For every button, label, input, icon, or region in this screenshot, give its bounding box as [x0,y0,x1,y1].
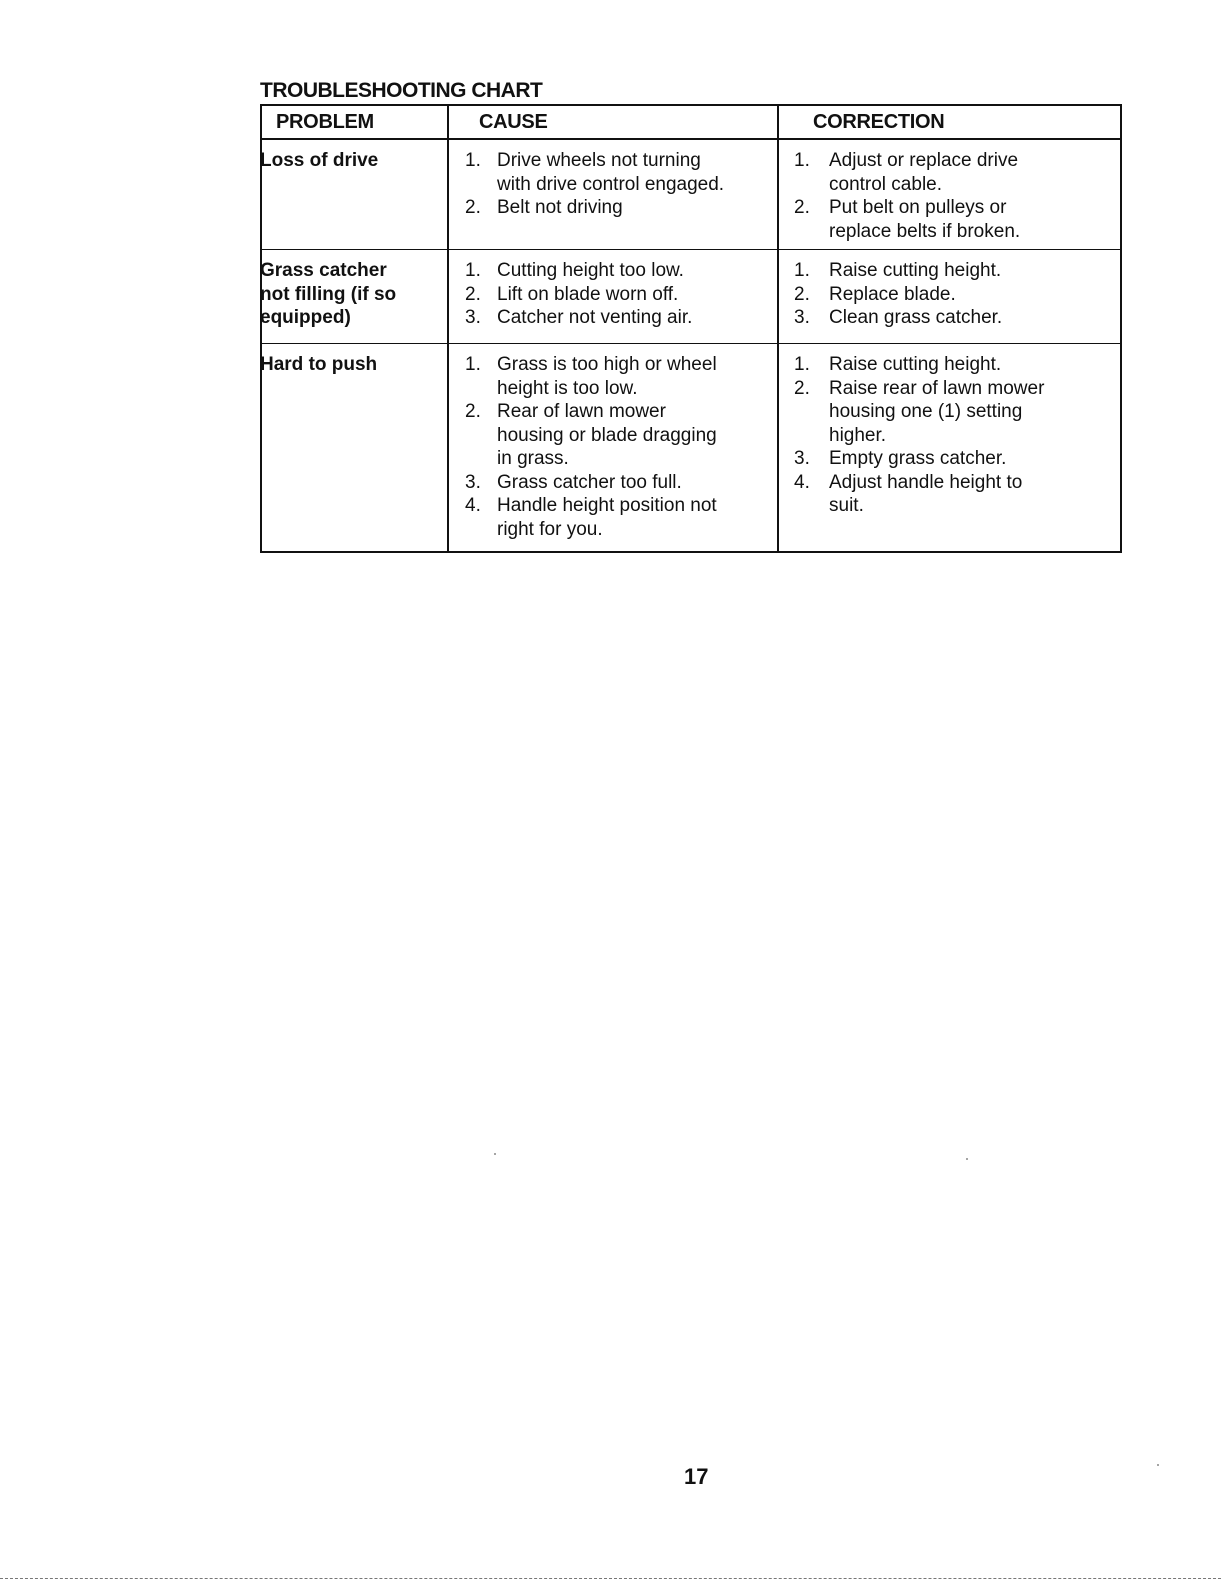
list-item [779,283,1120,307]
correction-list [779,259,1120,330]
item-text: Raise cutting height. [829,354,1002,375]
table-row [261,250,1121,344]
problem-text: Hard to push [260,354,378,375]
item-text: Grass catcher too full. [497,471,682,493]
cause-cell [448,250,778,344]
item-text: Adjust handle height to suit. [829,471,1023,516]
list-item [449,471,777,495]
item-text: Cutting height too low. [497,260,684,281]
item-number: 2. [794,283,810,305]
item-text: Grass is too high or wheel height is too low. [497,354,717,399]
item-number: 3. [465,471,481,493]
item-number: 1. [465,260,481,281]
problem-text: Loss of drive [260,150,379,171]
problem-cell [261,139,448,250]
correction-cell [778,344,1121,553]
item-number: 1. [465,354,481,375]
list-item [779,259,1120,283]
scan-speck [1157,1464,1159,1466]
scan-speck [494,1153,496,1155]
item-number: 2. [465,197,481,218]
correction-cell [778,139,1121,250]
item-text: Raise rear of lawn mower housing one (1) setting higher. [829,377,1045,446]
cause-list [449,259,777,330]
item-text: Rear of lawn mower housing or blade dragging in grass. [497,401,717,469]
cause-cell [448,139,778,250]
list-item [449,259,777,283]
list-item [779,447,1120,471]
item-number: 3. [794,307,810,328]
item-number: 1. [794,354,810,375]
header-cause: CAUSE [448,105,778,139]
list-item [449,494,777,541]
item-text: Catcher not venting air. [497,307,693,328]
list-item [779,196,1120,243]
item-text: Handle height position not right for you. [497,495,717,540]
item-number: 2. [465,283,481,305]
page-number: 17 [684,1464,709,1489]
correction-cell [778,250,1121,344]
item-text: Adjust or replace drive control cable. [829,150,1019,195]
problem-cell [261,250,448,344]
item-number: 1. [794,150,810,171]
item-number: 1. [794,260,810,281]
item-text: Clean grass catcher. [829,307,1003,328]
table-header-row [261,105,1121,139]
item-number: 2. [794,377,810,399]
troubleshooting-table [260,104,1122,553]
item-number: 1. [465,150,481,171]
list-item [779,306,1120,330]
list-item [449,196,777,220]
item-text: Empty grass catcher. [829,448,1007,469]
list-item [779,471,1120,518]
list-item [449,306,777,330]
item-number: 4. [465,495,481,516]
item-text: Raise cutting height. [829,260,1002,281]
correction-list [779,149,1120,243]
list-item [449,149,777,196]
item-text: Drive wheels not turning with drive control engaged. [497,150,725,195]
header-problem: PROBLEM [261,105,448,139]
list-item [779,377,1120,448]
item-text: Put belt on pulleys or replace belts if broken. [829,197,1021,242]
item-text: Lift on blade worn off. [497,283,679,305]
cause-cell [448,344,778,553]
scan-speck [966,1158,968,1160]
chart-title: TROUBLESHOOTING CHART [260,79,543,102]
item-text: Belt not driving [497,197,623,218]
list-item [449,353,777,400]
item-number: 3. [794,448,810,469]
cause-list [449,149,777,220]
header-correction: CORRECTION [778,105,1121,139]
problem-text: Grass catcher not filling (if so equipped) [260,260,397,328]
item-number: 2. [465,401,481,422]
list-item [779,149,1120,196]
item-number: 3. [465,307,481,328]
correction-list [779,353,1120,518]
item-text: Replace blade. [829,283,956,305]
list-item [779,353,1120,377]
item-number: 2. [794,197,810,218]
item-number: 4. [794,471,810,493]
problem-cell [261,344,448,553]
list-item [449,283,777,307]
scan-edge-line [0,1578,1221,1579]
list-item [449,400,777,471]
table-row [261,139,1121,250]
cause-list [449,353,777,541]
table-row [261,344,1121,553]
